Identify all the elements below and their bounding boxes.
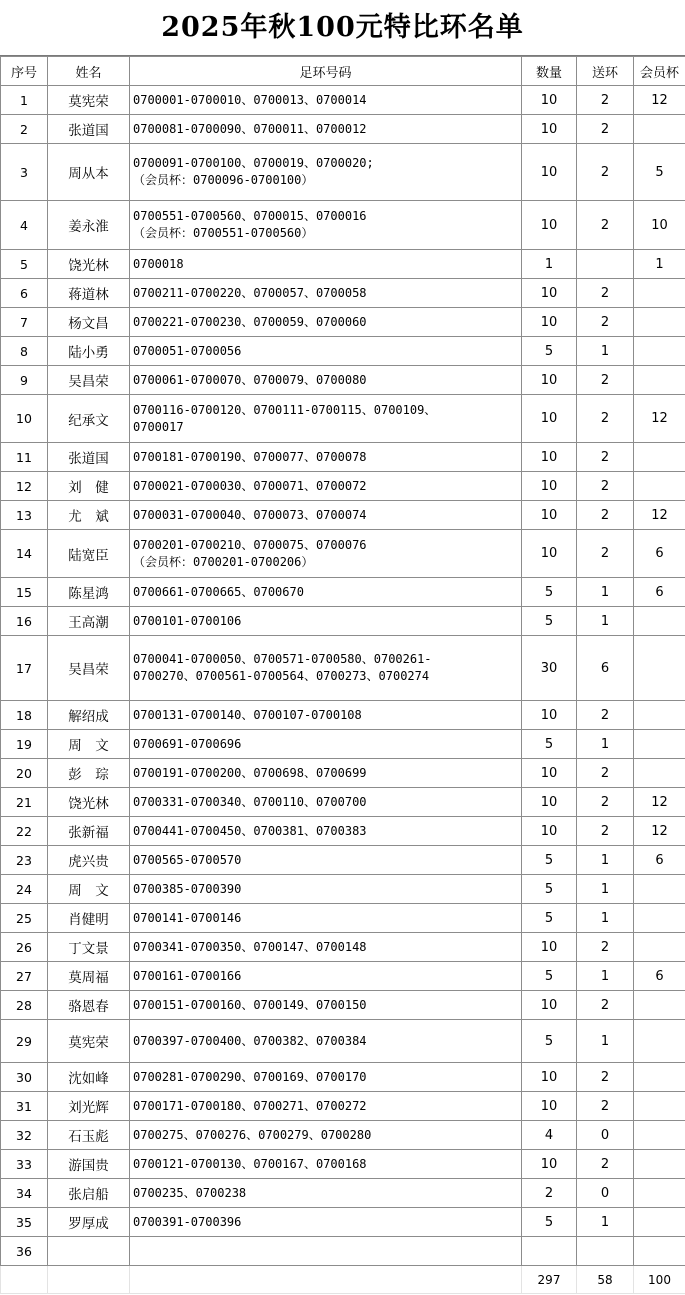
table-row (1, 1237, 685, 1266)
cell-member-cup[interactable] (634, 904, 685, 933)
cell-seq[interactable]: 22 (1, 817, 48, 846)
cell-name[interactable]: 刘光辉 (48, 1092, 130, 1121)
table-row (1, 1150, 685, 1179)
cell-gift[interactable]: 1 (577, 1020, 634, 1063)
ring-list-table (0, 56, 685, 1294)
cell-member-cup[interactable] (634, 1020, 685, 1063)
cell-qty[interactable]: 10 (522, 279, 577, 308)
cell-seq[interactable]: 1 (1, 86, 48, 115)
cell-codes[interactable]: 0700021-0700030、0700071、0700072 (130, 472, 522, 501)
cell-codes[interactable]: 0700275、0700276、0700279、0700280 (130, 1121, 522, 1150)
cell-seq[interactable]: 7 (1, 308, 48, 337)
cell-name[interactable]: 张道国 (48, 115, 130, 144)
cell-qty[interactable]: 10 (522, 201, 577, 250)
cell-member-cup[interactable] (634, 730, 685, 759)
cell-qty[interactable]: 10 (522, 991, 577, 1020)
cell-gift[interactable]: 2 (577, 443, 634, 472)
cell-member-cup[interactable] (634, 366, 685, 395)
cell-name[interactable]: 张启船 (48, 1179, 130, 1208)
cell-seq[interactable]: 16 (1, 607, 48, 636)
cell-member-cup[interactable]: 6 (634, 962, 685, 991)
cell-qty[interactable]: 10 (522, 933, 577, 962)
table-row (1, 991, 685, 1020)
cell-qty[interactable]: 10 (522, 395, 577, 443)
cell-seq[interactable]: 13 (1, 501, 48, 530)
cell-member-cup[interactable]: 5 (634, 144, 685, 201)
cell-gift[interactable]: 2 (577, 1063, 634, 1092)
cell-seq[interactable]: 31 (1, 1092, 48, 1121)
cell-qty[interactable]: 1 (522, 250, 577, 279)
header-qty[interactable]: 数量 (522, 57, 577, 86)
cell-codes[interactable]: 0700031-0700040、0700073、0700074 (130, 501, 522, 530)
cell-gift[interactable]: 1 (577, 846, 634, 875)
cell-codes[interactable]: 0700397-0700400、0700382、0700384 (130, 1020, 522, 1063)
cell-seq[interactable]: 10 (1, 395, 48, 443)
table-row (1, 1020, 685, 1063)
table-row (1, 337, 685, 366)
cell-qty[interactable]: 5 (522, 337, 577, 366)
table-row (1, 962, 685, 991)
cell-member-cup[interactable] (634, 759, 685, 788)
table-row (1, 788, 685, 817)
cell-gift[interactable]: 1 (577, 578, 634, 607)
cell-name[interactable]: 吴昌荣 (48, 636, 130, 701)
cell-gift[interactable]: 0 (577, 1121, 634, 1150)
cell-seq[interactable]: 12 (1, 472, 48, 501)
cell-qty[interactable]: 30 (522, 636, 577, 701)
cell-member-cup[interactable] (634, 337, 685, 366)
cell-seq[interactable]: 21 (1, 788, 48, 817)
cell-seq[interactable]: 20 (1, 759, 48, 788)
cell-qty[interactable]: 10 (522, 1150, 577, 1179)
table-row (1, 366, 685, 395)
cell-qty[interactable]: 5 (522, 962, 577, 991)
cell-qty[interactable]: 10 (522, 86, 577, 115)
cell-member-cup[interactable] (634, 991, 685, 1020)
cell-seq[interactable]: 6 (1, 279, 48, 308)
totals-row (1, 1266, 685, 1294)
cell-codes[interactable]: 0700101-0700106 (130, 607, 522, 636)
cell-codes[interactable]: 0700018 (130, 250, 522, 279)
cell-qty[interactable]: 5 (522, 1020, 577, 1063)
cell-codes[interactable]: 0700331-0700340、0700110、0700700 (130, 788, 522, 817)
table-row (1, 875, 685, 904)
cell-gift[interactable]: 1 (577, 730, 634, 759)
cell-member-cup[interactable] (634, 1179, 685, 1208)
table-row (1, 395, 685, 443)
cell-gift[interactable]: 1 (577, 1208, 634, 1237)
cell-gift[interactable]: 2 (577, 201, 634, 250)
cell-codes[interactable]: 0700565-0700570 (130, 846, 522, 875)
cell-name[interactable]: 莫宪荣 (48, 86, 130, 115)
cell-qty[interactable]: 5 (522, 904, 577, 933)
cell-seq[interactable]: 4 (1, 201, 48, 250)
cell-name[interactable]: 石玉彪 (48, 1121, 130, 1150)
cell-member-cup[interactable] (634, 1121, 685, 1150)
cell-member-cup[interactable]: 12 (634, 501, 685, 530)
cell-member-cup[interactable] (634, 1063, 685, 1092)
cell-qty[interactable] (522, 1237, 577, 1266)
table-row (1, 443, 685, 472)
cell-seq[interactable]: 5 (1, 250, 48, 279)
header-seq[interactable]: 序号 (1, 57, 48, 86)
cell-name[interactable]: 饶光林 (48, 788, 130, 817)
total-gift[interactable]: 58 (577, 1266, 634, 1294)
cell-name[interactable]: 周 文 (48, 875, 130, 904)
cell-name[interactable]: 尤 斌 (48, 501, 130, 530)
table-row (1, 1092, 685, 1121)
table-row (1, 846, 685, 875)
table-row (1, 636, 685, 701)
cell-seq[interactable]: 26 (1, 933, 48, 962)
cell-gift[interactable]: 2 (577, 279, 634, 308)
cell-gift[interactable]: 2 (577, 501, 634, 530)
cell-name[interactable]: 丁文景 (48, 933, 130, 962)
table-row (1, 530, 685, 578)
table-row (1, 817, 685, 846)
cell-name[interactable]: 罗厚成 (48, 1208, 130, 1237)
cell-gift[interactable]: 2 (577, 472, 634, 501)
cell-name[interactable]: 吴昌荣 (48, 366, 130, 395)
cell-seq[interactable]: 35 (1, 1208, 48, 1237)
table-row (1, 115, 685, 144)
cell-name[interactable]: 陆小勇 (48, 337, 130, 366)
cell-seq[interactable]: 27 (1, 962, 48, 991)
cell-member-cup[interactable] (634, 701, 685, 730)
cell-codes[interactable]: 0700211-0700220、0700057、0700058 (130, 279, 522, 308)
cell-seq[interactable]: 15 (1, 578, 48, 607)
header-member-cup[interactable]: 会员杯 (634, 57, 685, 86)
cell-member-cup[interactable]: 12 (634, 788, 685, 817)
table-row (1, 701, 685, 730)
cell-codes[interactable]: 0700121-0700130、0700167、0700168 (130, 1150, 522, 1179)
cell-name[interactable]: 游国贵 (48, 1150, 130, 1179)
cell-seq[interactable]: 19 (1, 730, 48, 759)
cell-codes[interactable]: 0700691-0700696 (130, 730, 522, 759)
cell-member-cup[interactable] (634, 933, 685, 962)
cell-qty[interactable]: 5 (522, 607, 577, 636)
cell-seq[interactable]: 17 (1, 636, 48, 701)
cell-member-cup[interactable] (634, 1208, 685, 1237)
table-row (1, 607, 685, 636)
cell-codes[interactable]: 0700081-0700090、0700011、0700012 (130, 115, 522, 144)
cell-gift[interactable]: 1 (577, 962, 634, 991)
table-row (1, 86, 685, 115)
cell-gift[interactable]: 2 (577, 1150, 634, 1179)
cell-qty[interactable]: 10 (522, 443, 577, 472)
cell-codes[interactable]: 0700235、0700238 (130, 1179, 522, 1208)
cell-qty[interactable]: 10 (522, 817, 577, 846)
cell-gift[interactable] (577, 1237, 634, 1266)
cell-qty[interactable]: 5 (522, 875, 577, 904)
cell-seq[interactable]: 3 (1, 144, 48, 201)
cell-codes[interactable]: 0700221-0700230、0700059、0700060 (130, 308, 522, 337)
cell-qty[interactable]: 4 (522, 1121, 577, 1150)
cell-name[interactable]: 周 文 (48, 730, 130, 759)
cell-gift[interactable]: 2 (577, 530, 634, 578)
cell-member-cup[interactable] (634, 1237, 685, 1266)
cell-name[interactable]: 王高潮 (48, 607, 130, 636)
cell-codes[interactable]: 0700391-0700396 (130, 1208, 522, 1237)
cell-member-cup[interactable] (634, 308, 685, 337)
cell-name[interactable]: 骆恩春 (48, 991, 130, 1020)
table-row (1, 501, 685, 530)
cell-member-cup[interactable] (634, 443, 685, 472)
cell-gift[interactable]: 1 (577, 607, 634, 636)
cell-codes[interactable]: 0700385-0700390 (130, 875, 522, 904)
table-row (1, 933, 685, 962)
total-qty[interactable]: 297 (522, 1266, 577, 1294)
cell-codes[interactable]: 0700141-0700146 (130, 904, 522, 933)
cell-seq[interactable]: 34 (1, 1179, 48, 1208)
cell-gift[interactable]: 2 (577, 366, 634, 395)
cell-seq[interactable]: 36 (1, 1237, 48, 1266)
cell-gift[interactable]: 2 (577, 115, 634, 144)
cell-gift[interactable]: 2 (577, 308, 634, 337)
cell-name[interactable]: 刘 健 (48, 472, 130, 501)
cell-member-cup[interactable]: 1 (634, 250, 685, 279)
cell-codes[interactable]: 0700171-0700180、0700271、0700272 (130, 1092, 522, 1121)
cell-gift[interactable]: 2 (577, 991, 634, 1020)
cell-gift[interactable]: 2 (577, 144, 634, 201)
cell-name[interactable]: 张新福 (48, 817, 130, 846)
cell-member-cup[interactable]: 6 (634, 846, 685, 875)
total-member-cup[interactable]: 100 (634, 1266, 685, 1294)
cell-member-cup[interactable]: 12 (634, 817, 685, 846)
cell-name[interactable]: 蒋道林 (48, 279, 130, 308)
cell-seq[interactable]: 25 (1, 904, 48, 933)
cell-qty[interactable]: 10 (522, 530, 577, 578)
cell-codes[interactable]: 0700191-0700200、0700698、0700699 (130, 759, 522, 788)
cell-gift[interactable]: 1 (577, 875, 634, 904)
table-row (1, 472, 685, 501)
cell-gift[interactable]: 2 (577, 1092, 634, 1121)
cell-member-cup[interactable]: 12 (634, 86, 685, 115)
cell-seq[interactable]: 24 (1, 875, 48, 904)
table-row (1, 1208, 685, 1237)
cell-gift[interactable]: 2 (577, 701, 634, 730)
cell-name[interactable]: 莫周福 (48, 962, 130, 991)
cell-seq[interactable]: 18 (1, 701, 48, 730)
cell-codes[interactable]: 0700341-0700350、0700147、0700148 (130, 933, 522, 962)
totals-blank[interactable] (1, 1266, 48, 1294)
cell-codes[interactable]: 0700161-0700166 (130, 962, 522, 991)
cell-codes[interactable]: 0700151-0700160、0700149、0700150 (130, 991, 522, 1020)
table-row (1, 578, 685, 607)
cell-qty[interactable]: 5 (522, 578, 577, 607)
table-row (1, 759, 685, 788)
cell-codes[interactable] (130, 1237, 522, 1266)
cell-codes[interactable]: 0700551-0700560、0700015、0700016 （会员杯：0700551-0700560） (130, 201, 522, 250)
cell-name[interactable]: 纪承文 (48, 395, 130, 443)
cell-qty[interactable]: 10 (522, 144, 577, 201)
table-row (1, 904, 685, 933)
cell-seq[interactable]: 28 (1, 991, 48, 1020)
header-name[interactable]: 姓名 (48, 57, 130, 86)
cell-member-cup[interactable] (634, 1092, 685, 1121)
cell-member-cup[interactable] (634, 1150, 685, 1179)
cell-qty[interactable]: 5 (522, 730, 577, 759)
cell-qty[interactable]: 5 (522, 846, 577, 875)
cell-name[interactable]: 陆宽臣 (48, 530, 130, 578)
cell-gift[interactable]: 1 (577, 904, 634, 933)
table-row (1, 1179, 685, 1208)
cell-gift[interactable]: 2 (577, 933, 634, 962)
cell-seq[interactable]: 23 (1, 846, 48, 875)
totals-blank[interactable] (48, 1266, 130, 1294)
cell-codes[interactable]: 0700131-0700140、0700107-0700108 (130, 701, 522, 730)
cell-codes[interactable]: 0700041-0700050、0700571-0700580、0700261- 0700270、0700561-0700564、0700273、0700274 (130, 636, 522, 701)
table-row (1, 730, 685, 759)
header-gift[interactable]: 送环 (577, 57, 634, 86)
cell-qty[interactable]: 10 (522, 788, 577, 817)
table-row (1, 1063, 685, 1092)
table-row (1, 250, 685, 279)
cell-codes[interactable]: 0700281-0700290、0700169、0700170 (130, 1063, 522, 1092)
sheet-title: 2025年秋100元特比环名单 (0, 0, 685, 56)
cell-name[interactable]: 解绍成 (48, 701, 130, 730)
table-row (1, 201, 685, 250)
cell-qty[interactable]: 10 (522, 759, 577, 788)
cell-member-cup[interactable]: 12 (634, 395, 685, 443)
cell-member-cup[interactable] (634, 607, 685, 636)
cell-gift[interactable]: 2 (577, 395, 634, 443)
table-row (1, 1121, 685, 1150)
cell-codes[interactable]: 0700091-0700100、0700019、0700020; （会员杯：0700096-0700100） (130, 144, 522, 201)
cell-codes[interactable]: 0700051-0700056 (130, 337, 522, 366)
table-row (1, 308, 685, 337)
cell-codes[interactable]: 0700181-0700190、0700077、0700078 (130, 443, 522, 472)
cell-member-cup[interactable] (634, 472, 685, 501)
cell-qty[interactable]: 5 (522, 1208, 577, 1237)
cell-seq[interactable]: 33 (1, 1150, 48, 1179)
table-row (1, 279, 685, 308)
table-row (1, 144, 685, 201)
cell-seq[interactable]: 8 (1, 337, 48, 366)
cell-gift[interactable]: 2 (577, 759, 634, 788)
cell-member-cup[interactable] (634, 636, 685, 701)
cell-codes[interactable]: 0700661-0700665、0700670 (130, 578, 522, 607)
cell-seq[interactable]: 32 (1, 1121, 48, 1150)
cell-name[interactable]: 周从本 (48, 144, 130, 201)
cell-name[interactable]: 虎兴贵 (48, 846, 130, 875)
cell-gift[interactable]: 6 (577, 636, 634, 701)
cell-qty[interactable]: 10 (522, 115, 577, 144)
totals-blank[interactable] (130, 1266, 522, 1294)
cell-gift[interactable]: 1 (577, 337, 634, 366)
cell-qty[interactable]: 10 (522, 701, 577, 730)
cell-seq[interactable]: 14 (1, 530, 48, 578)
cell-name[interactable]: 彭 琮 (48, 759, 130, 788)
cell-qty[interactable]: 10 (522, 501, 577, 530)
cell-qty[interactable]: 10 (522, 308, 577, 337)
cell-qty[interactable]: 10 (522, 1092, 577, 1121)
cell-name[interactable]: 莫宪荣 (48, 1020, 130, 1063)
cell-name[interactable]: 沈如峰 (48, 1063, 130, 1092)
cell-gift[interactable]: 2 (577, 788, 634, 817)
cell-name[interactable] (48, 1237, 130, 1266)
cell-seq[interactable]: 30 (1, 1063, 48, 1092)
cell-codes[interactable]: 0700001-0700010、0700013、0700014 (130, 86, 522, 115)
cell-member-cup[interactable]: 6 (634, 530, 685, 578)
cell-name[interactable]: 张道国 (48, 443, 130, 472)
cell-gift[interactable] (577, 250, 634, 279)
cell-qty[interactable]: 10 (522, 1063, 577, 1092)
cell-seq[interactable]: 29 (1, 1020, 48, 1063)
cell-seq[interactable]: 9 (1, 366, 48, 395)
cell-member-cup[interactable] (634, 115, 685, 144)
cell-gift[interactable]: 2 (577, 817, 634, 846)
cell-member-cup[interactable] (634, 279, 685, 308)
cell-name[interactable]: 杨文昌 (48, 308, 130, 337)
cell-codes[interactable]: 0700201-0700210、0700075、0700076 （会员杯：0700201-0700206） (130, 530, 522, 578)
cell-seq[interactable]: 11 (1, 443, 48, 472)
cell-name[interactable]: 陈星鸿 (48, 578, 130, 607)
header-row (1, 57, 685, 86)
cell-name[interactable]: 肖健明 (48, 904, 130, 933)
cell-codes[interactable]: 0700441-0700450、0700381、0700383 (130, 817, 522, 846)
cell-seq[interactable]: 2 (1, 115, 48, 144)
cell-codes[interactable]: 0700116-0700120、0700111-0700115、0700109、 0700017 (130, 395, 522, 443)
cell-qty[interactable]: 10 (522, 472, 577, 501)
cell-member-cup[interactable]: 6 (634, 578, 685, 607)
cell-qty[interactable]: 10 (522, 366, 577, 395)
cell-qty[interactable]: 2 (522, 1179, 577, 1208)
cell-gift[interactable]: 0 (577, 1179, 634, 1208)
cell-gift[interactable]: 2 (577, 86, 634, 115)
cell-member-cup[interactable] (634, 875, 685, 904)
cell-name[interactable]: 饶光林 (48, 250, 130, 279)
cell-member-cup[interactable]: 10 (634, 201, 685, 250)
cell-name[interactable]: 姜永淮 (48, 201, 130, 250)
header-codes[interactable]: 足环号码 (130, 57, 522, 86)
cell-codes[interactable]: 0700061-0700070、0700079、0700080 (130, 366, 522, 395)
